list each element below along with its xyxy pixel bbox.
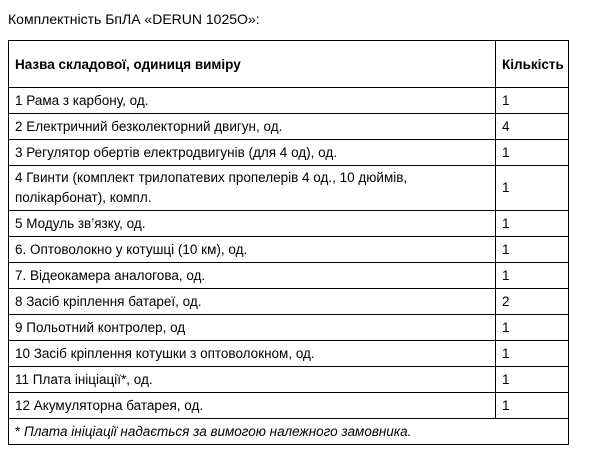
table-header-row [9,41,569,88]
component-name: 1 Рама з карбону, од. [9,88,496,114]
component-quantity: 4 [496,114,569,140]
component-name: 8 Засіб кріплення батареї, од. [9,289,496,315]
table-row [9,211,569,237]
footnote-text: Плата ініціації надається за вимогою належного замовника. [24,424,412,439]
components-table [8,40,569,445]
table-row [9,263,569,289]
table-row [9,393,569,419]
component-name: 12 Акумуляторна батарея, од. [9,393,496,419]
component-quantity: 1 [496,166,569,211]
table-row [9,140,569,166]
table-row [9,289,569,315]
table-row [9,166,569,211]
component-name: 9 Польотний контролер, од [9,315,496,341]
table-row [9,237,569,263]
component-name: 7. Відеокамера аналогова, од. [9,263,496,289]
footnote-row [9,419,569,445]
component-name: 6. Оптоволокно у котушці (10 км), од. [9,237,496,263]
header-name: Назва складової, одиниця виміру [9,41,496,88]
component-quantity: 1 [496,341,569,367]
component-name: 2 Електричний безколекторний двигун, од. [9,114,496,140]
component-quantity: 1 [496,393,569,419]
component-quantity: 1 [496,263,569,289]
component-name: 4 Гвинти (комплект трилопатевих пропелерів 4 од., 10 дюймів, полікарбонат), компл. [9,166,496,211]
table-row [9,341,569,367]
component-name: 5 Модуль зв’язку, од. [9,211,496,237]
component-quantity: 1 [496,367,569,393]
table-row [9,367,569,393]
footnote [9,419,569,445]
table-row [9,88,569,114]
component-quantity: 2 [496,289,569,315]
footnote-marker: * [15,424,21,439]
component-quantity: 1 [496,211,569,237]
component-name: 10 Засіб кріплення котушки з оптоволокном, од. [9,341,496,367]
document-caption: Комплектність БпЛА «DERUN 1025O»: [8,11,260,27]
table-row [9,315,569,341]
table-row [9,114,569,140]
component-quantity: 1 [496,315,569,341]
component-quantity: 1 [496,237,569,263]
component-name: 3 Регулятор обертів електродвигунів (для 4 од), од. [9,140,496,166]
component-name: 11 Плата ініціації*, од. [9,367,496,393]
header-quantity: Кількість [496,41,569,88]
component-quantity: 1 [496,88,569,114]
component-quantity: 1 [496,140,569,166]
